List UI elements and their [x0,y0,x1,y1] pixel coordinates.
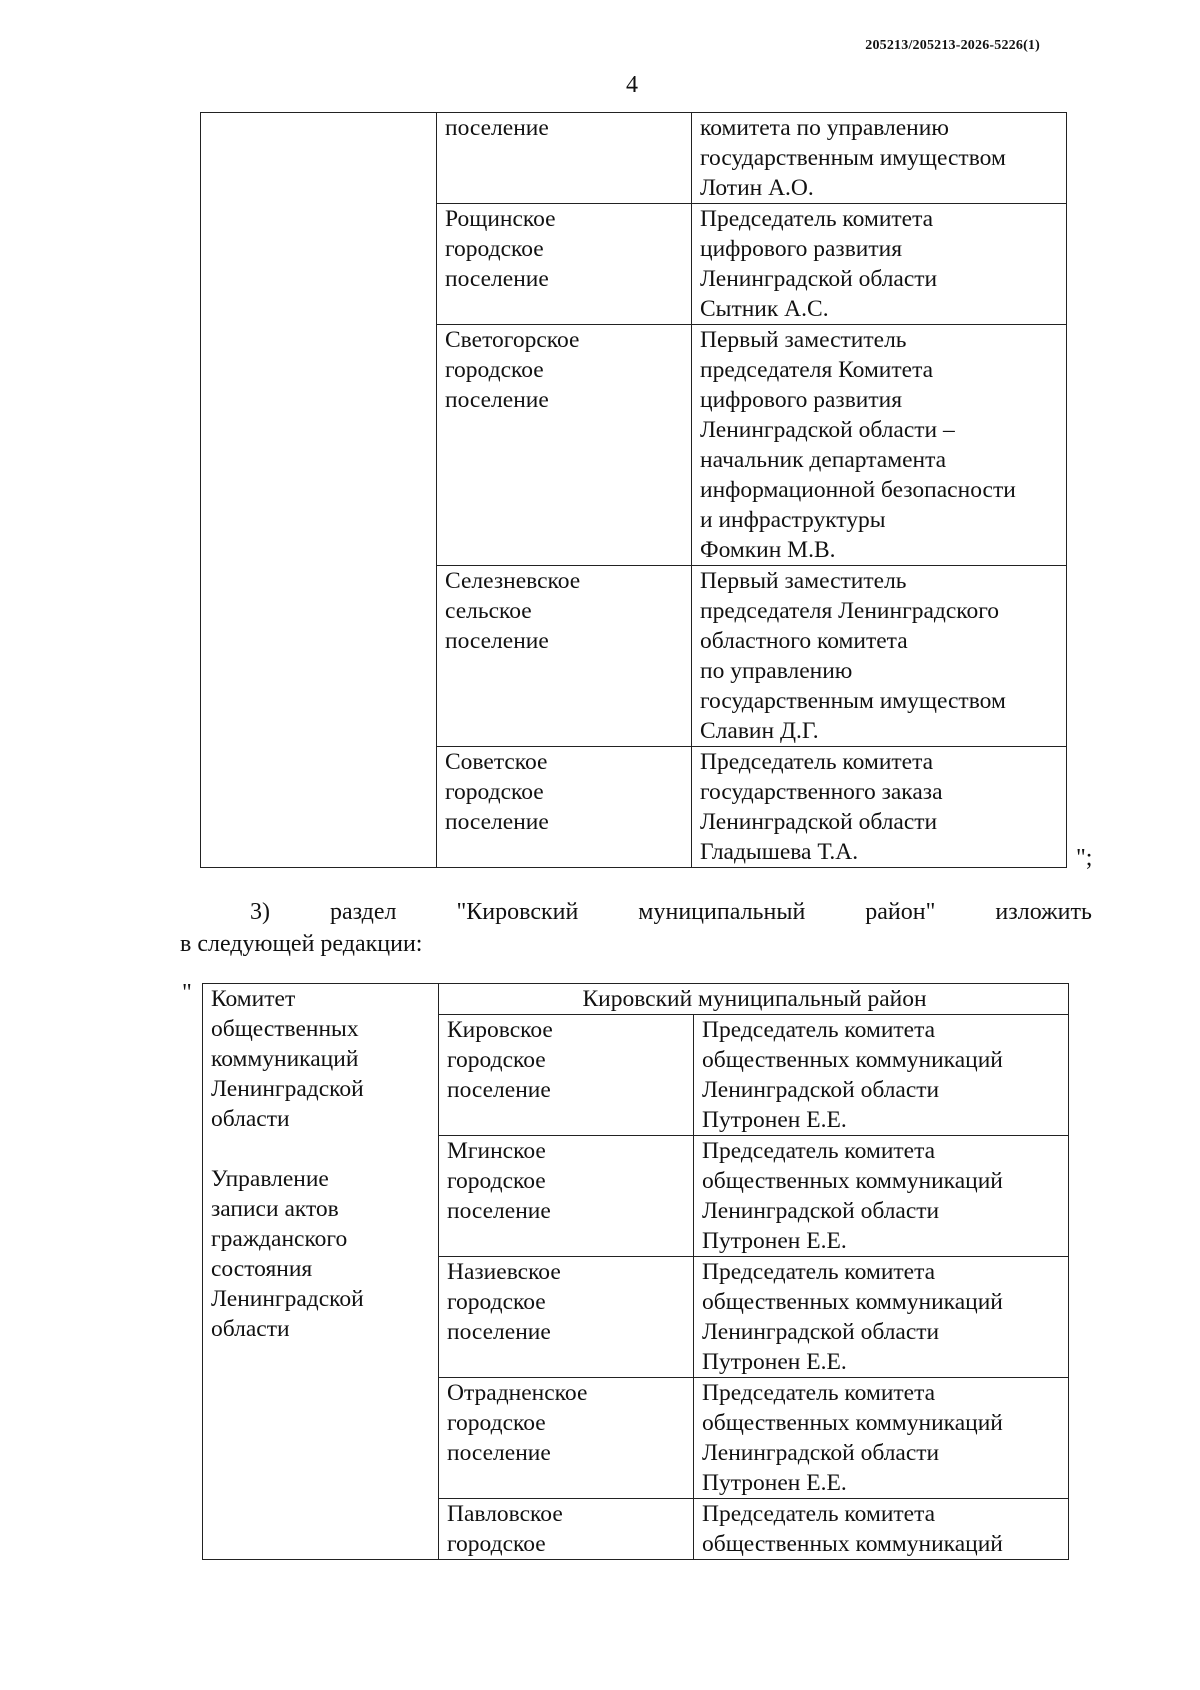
committee-gap [211,1134,432,1164]
official-cell-line: Председатель комитета [702,1017,936,1043]
settlement-cell-line: Мгинское [447,1138,546,1164]
settlement-cell-line: городское [445,779,544,805]
official-cell-line: государственного заказа [700,779,943,805]
settlement-cell-line: Светогорское [445,327,580,353]
official-cell-line: цифрового развития [700,387,903,413]
committee-name-line: общественных [211,1016,359,1042]
settlement-cell-line: сельское [445,598,532,624]
official-cell-line: цифрового развития [700,236,903,262]
official-cell-line: Председатель комитета [702,1380,936,1406]
official-cell-line: Путронен Е.Е. [702,1107,847,1133]
committee-name-line: Управление [211,1166,329,1192]
official-cell-line: Ленинградской области [700,266,938,292]
settlement-cell [439,1136,694,1257]
official-cell-line: Председатель комитета [702,1138,936,1164]
official-cell-line: общественных коммуникаций [702,1047,1003,1073]
settlement-cell-line: городское [447,1047,546,1073]
paragraph-word: "Кировский [456,899,579,925]
official-cell-line: Председатель комитета [700,206,934,232]
settlement-cell-line: городское [447,1289,546,1315]
settlement-cell-line: поселение [447,1198,551,1224]
official-cell-line: общественных коммуникаций [702,1168,1003,1194]
settlement-cell-line: городское [445,236,544,262]
official-cell [694,1136,1069,1257]
committee-name-line: Ленинградской [211,1076,364,1102]
official-cell-line: Председатель комитета [700,749,934,775]
settlement-cell-line: городское [447,1531,546,1557]
table-row [201,113,1067,204]
official-cell-line: Путронен Е.Е. [702,1228,847,1254]
settlement-cell [437,204,692,325]
official-cell-line: государственным имуществом [700,688,1006,714]
official-cell-line: по управлению [700,658,853,684]
official-cell-line: Ленинградской области – [700,417,955,443]
settlement-cell-line: Рощинское [445,206,556,232]
official-cell-line: информационной безопасности [700,477,1016,503]
official-cell-line: комитета по управлению [700,115,949,141]
official-cell [692,325,1067,566]
settlement-cell-line: Селезневское [445,568,581,594]
paragraph-word: раздел [329,899,397,925]
settlement-cell-line: поселение [445,628,549,654]
paragraph-word: 3) [250,899,270,925]
official-cell-line: председателя Комитета [700,357,934,383]
settlement-cell [437,325,692,566]
settlement-cell [439,1378,694,1499]
official-cell-line: общественных коммуникаций [702,1410,1003,1436]
official-cell-line: Ленинградской области [700,809,938,835]
settlement-cell [439,1257,694,1378]
settlement-cell [437,566,692,747]
settlement-cell-line: Кировское [447,1017,553,1043]
official-cell-line: Председатель комитета [702,1259,936,1285]
official-cell-line: Сытник А.С. [700,296,829,322]
table-kirovsky-district [202,983,1069,1560]
official-cell-line: государственным имуществом [700,145,1006,171]
table-top [200,112,1067,868]
settlement-cell-line: Павловское [447,1501,563,1527]
district-header-row [203,984,1069,1015]
settlement-cell [437,113,692,204]
official-cell-line: областного комитета [700,628,908,654]
opening-quote-mark: " [182,980,192,1006]
settlement-cell-line: городское [445,357,544,383]
settlement-cell-line: городское [447,1168,546,1194]
official-cell-line: общественных коммуникаций [702,1531,1003,1557]
settlement-cell-line: Советское [445,749,548,775]
official-cell [694,1378,1069,1499]
official-cell [692,747,1067,868]
settlement-cell-line: поселение [445,266,549,292]
official-cell-line: Славин Д.Г. [700,718,819,744]
page-number: 4 [626,72,638,98]
settlement-cell [439,1015,694,1136]
official-cell-line: общественных коммуникаций [702,1289,1003,1315]
district-header: Кировский муниципальный район [439,984,1069,1015]
official-cell [694,1257,1069,1378]
settlement-cell-line: Назиевское [447,1259,561,1285]
official-cell [694,1499,1069,1560]
official-cell-line: Гладышева Т.А. [700,839,859,865]
official-cell [692,204,1067,325]
official-cell [694,1015,1069,1136]
committee-name-line: Комитет [211,986,296,1012]
official-cell-line: Ленинградской области [702,1319,940,1345]
official-cell-line: Путронен Е.Е. [702,1349,847,1375]
paragraph-line-2: в следующей редакции: [180,931,423,957]
settlement-cell-line: поселение [445,387,549,413]
committee-name-line: области [211,1316,290,1342]
official-cell-line: Лотин А.О. [700,175,814,201]
closing-quote-mark: "; [1076,845,1093,871]
committee-name-line: Ленинградской [211,1286,364,1312]
committee-name-line: гражданского [211,1226,348,1252]
settlement-cell [437,747,692,868]
official-cell-line: и инфраструктуры [700,507,886,533]
settlement-cell-line: поселение [445,115,549,141]
official-cell-line: Ленинградской области [702,1440,940,1466]
paragraph-word: муниципальный [638,899,806,925]
document-id: 205213/205213-2026-5226(1) [865,38,1040,53]
official-cell-line: Первый заместитель [700,327,907,353]
official-cell-line: Фомкин М.В. [700,537,836,563]
official-cell-line: председателя Ленинградского [700,598,1000,624]
committee-name-line: коммуникаций [211,1046,359,1072]
official-cell-line: начальник департамента [700,447,947,473]
official-cell [692,566,1067,747]
committee-cell-empty [201,113,437,868]
paragraph-word: изложить [995,899,1092,925]
settlement-cell-line: Отрадненское [447,1380,588,1406]
settlement-cell-line: поселение [445,809,549,835]
official-cell-line: Путронен Е.Е. [702,1470,847,1496]
paragraph-word: район" [865,899,936,925]
official-cell [692,113,1067,204]
committees-cell [203,984,439,1560]
official-cell-line: Первый заместитель [700,568,907,594]
settlement-cell-line: поселение [447,1319,551,1345]
settlement-cell-line: поселение [447,1077,551,1103]
committee-name-line: состояния [211,1256,313,1282]
committee-name-line: области [211,1106,290,1132]
official-cell-line: Ленинградской области [702,1198,940,1224]
settlement-cell [439,1499,694,1560]
settlement-cell-line: поселение [447,1440,551,1466]
paragraph-line-1 [180,896,1092,928]
committee-name-line: записи актов [211,1196,339,1222]
official-cell-line: Ленинградской области [702,1077,940,1103]
official-cell-line: Председатель комитета [702,1501,936,1527]
settlement-cell-line: городское [447,1410,546,1436]
